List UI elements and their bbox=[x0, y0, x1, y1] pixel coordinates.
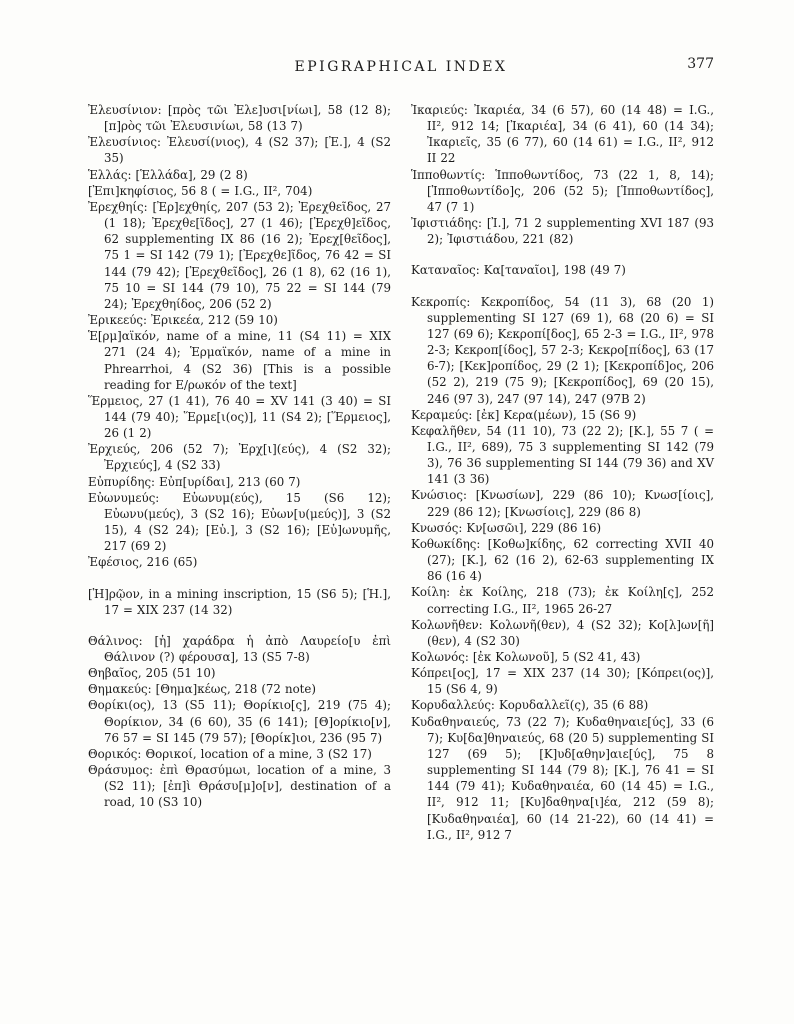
index-entry: Θηβαῖος, 205 (51 10) bbox=[88, 666, 216, 681]
index-columns bbox=[88, 102, 714, 843]
index-entry: Κόπρει[ος], 17 = XIX 237 (14 30); [Κόπρει(ος)], 15 (S6 4, 9) bbox=[411, 666, 714, 697]
index-entry: Κεφαλῆθεν, 54 (11 10), 73 (22 2); [Κ.], 55 7 ( = I.G., II², 689), 75 3 supplementing SI 142 (79 3), 76 36 supplementing SI 144 (79 36) and XV 141 (3 36) bbox=[411, 423, 714, 487]
index-entry: Κεραμεύς: [ἐκ] Κερα(μέων), 15 (S6 9) bbox=[411, 407, 637, 422]
index-entry: [Ἐπι]κηφίσιος, 56 8 ( = I.G., II², 704) bbox=[88, 183, 313, 198]
index-right-column bbox=[411, 102, 714, 843]
index-entry: [Ἡ]ρῷον, in a mining inscription, 15 (S6 5); [Ἡ.], 17 = XIX 237 (14 32) bbox=[88, 586, 391, 617]
index-entry: Εὐωνυμεύς: Εὐωνυμ(εύς), 15 (S6 12); Εὐωνυ(μεύς), 3 (S2 16); Εὐων[υ(μεύς)], 3 (S2 15), 4 (S2 24); [Εὐ.], 3 (S2 16); [Εὐ]ωνυμῆς, 217 (69 2) bbox=[88, 490, 391, 554]
index-entry: Ἕρμειος, 27 (1 41), 76 40 = XV 141 (3 40) = SI 144 (79 40); Ἕρμε[ι(ος)], 11 (S4 2); [Ἕρμειος], 26 (1 2) bbox=[88, 393, 391, 441]
index-entry: Καταναῖος: Κα[ταναῖοι], 198 (49 7) bbox=[411, 263, 626, 278]
index-entry: Θορικός: Θορικοί, location of a mine, 3 (S2 17) bbox=[88, 746, 372, 761]
index-entry: Θάλινος: [ἡ] χαράδρα ἡ ἀπὸ Λαυρείο[υ ἐπὶ Θάλινον (?) φέρουσα], 13 (S5 7-8) bbox=[88, 633, 391, 664]
index-entry: Κολωνῆθεν: Κολωνῆ(θεν), 4 (S2 32); Κο[λ]ων[ῆ](θεν), 4 (S2 30) bbox=[411, 617, 714, 648]
index-entry: Εὐπυρίδης: Εὐπ[υρίδαι], 213 (60 7) bbox=[88, 474, 301, 489]
index-entry: Ἐλευσίνιος: Ἐλευσί(νιος), 4 (S2 37); [Ἐ.], 4 (S2 35) bbox=[88, 135, 391, 166]
page-header bbox=[88, 56, 714, 74]
index-entry: Ἰφιστιάδης: [Ἰ.], 71 2 supplementing XVI 187 (93 2); Ἰφιστιάδου, 221 (82) bbox=[411, 216, 714, 247]
page-title: EPIGRAPHICAL INDEX bbox=[294, 59, 508, 75]
index-entry: Ἐρεχθηίς: [Ἐρ]εχθηίς, 207 (53 2); Ἐρεχθεῖδος, 27 (1 18); Ἐρεχθε[ῖδος], 27 (1 46); [Ἐρεχθ]εῖδος, 62 supplementing IX 86 (16 2); Ἐρεχ[θεῖδος], 75 1 = SI 142 (79 1); [Ἐρεχθε]ῖδος, 76 42 = SI 144 (79 42); [Ἐρεχθεῖδος], 26 (1 8), 62 (16 1), 75 10 = SI 144 (79 10), 75 22 = SI 144 (79 24); Ἐρεχθηίδος, 206 (52 2) bbox=[88, 199, 391, 311]
index-entry: Ἑ[ρμ]αϊκόν, name of a mine, 11 (S4 11) = XIX 271 (24 4); Ἑρμαϊκόν, name of a mine in Phrearrhoi, 4 (S2 36) [This is a possible reading for Ε/ρωκόν of the text] bbox=[88, 329, 391, 392]
index-entry: Θημακεύς: [Θημα]κέως, 218 (72 note) bbox=[88, 682, 317, 697]
index-entry: Ἐρχιεύς, 206 (52 7); Ἐρχ[ι](εύς), 4 (S2 32); Ἐρχιεύς], 4 (S2 33) bbox=[88, 442, 391, 473]
index-entry: Κολωνός: [ἐκ Κολωνοῦ], 5 (S2 41, 43) bbox=[411, 650, 641, 664]
index-entry: Ἐλευσίνιον: [πρὸς τῶι Ἐλε]υσι[νίωι], 58 (12 8); [π]ρὸς τῶι Ἐλευσινίωι, 58 (13 7) bbox=[88, 103, 391, 134]
index-entry: Κεκροπίς: Κεκροπίδος, 54 (11 3), 68 (20 1) supplementing SI 127 (69 1), 68 (20 6) = SI 127 (69 6); Κεκροπί[δος], 65 2-3 = I.G., II², 978 2-3; Κεκροπ[ίδος], 57 2-3; Κεκρο[πίδος], 63 (17 6-7); [Κεκ]ροπίδος, 29 (2 1); [Κεκροπίδ]ος, 206 (52 2), 219 (75 9); [Κεκροπίδος], 69 (20 15), 246 (97 3), 247 (97 14), 247 (97B 2) bbox=[411, 294, 714, 406]
index-left-column bbox=[88, 102, 391, 811]
index-entry: Κοθωκίδης: [Κοθω]κίδης, 62 correcting XVII 40 (27); [Κ.], 62 (16 2), 62-63 supplementing IX 86 (16 4) bbox=[411, 536, 714, 584]
index-entry: Θορίκι(ος), 13 (S5 11); Θορίκιο[ς], 219 (75 4); Θορίκιον, 34 (6 60), 35 (6 141); [Θ]ορίκιο[ν], 76 57 = SI 145 (79 57); [Θορίκ]ιοι, 236 (95 7) bbox=[88, 698, 391, 745]
index-entry: Κορυδαλλεύς: Κορυδαλλεῖ(ς), 35 (6 88) bbox=[411, 698, 649, 713]
index-entry: Ἐρικεεύς: Ἐρικεέα, 212 (59 10) bbox=[88, 313, 278, 328]
index-entry: Ἱπποθωντίς: Ἱπποθωντίδος, 73 (22 1, 8, 14); [Ἱπποθωντίδο]ς, 206 (52 5); [Ἱπποθωντίδος], 47 (7 1) bbox=[411, 167, 714, 214]
page-number: 377 bbox=[687, 56, 714, 72]
index-entry: Ἑλλάς: [Ἑλλάδα], 29 (2 8) bbox=[88, 167, 248, 182]
index-entry: Θράσυμος: ἐπὶ Θρασύμωι, location of a mine, 3 (S2 11); [ἐπ]ὶ Θράσυ[μ]ο[ν], destination of a road, 10 (S3 10) bbox=[88, 763, 391, 810]
index-entry: Ἐφέσιος, 216 (65) bbox=[88, 555, 198, 570]
index-entry: Κυδαθηναιεύς, 73 (22 7); Κυδαθηναιε[ύς], 33 (6 7); Κυ[δα]θηναιεύς, 68 (20 5) supplementing SI 127 (69 5); [Κ]υδ[αθην]αιε[ύς], 75 8 supplementing SI 144 (79 8); [Κ.], 76 41 = SI 144 (79 41); Κυδαθηναιέα, 60 (14 45) = I.G., II², 912 11; [Κυ]δαθηνα[ι]έα, 212 (59 8); [Κυδαθηναιέα], 60 (14 21-22), 60 (14 41) = I.G., II², 912 7 bbox=[411, 714, 714, 842]
index-entry: Κνωσός: Κν[ωσῶι], 229 (86 16) bbox=[411, 520, 602, 535]
index-entry: Κνώσιος: [Κνωσίων], 229 (86 10); Κνωσ[ίοις], 229 (86 12); [Κνωσίοις], 229 (86 8) bbox=[411, 488, 714, 519]
index-entry: Κοίλη: ἐκ Κοίλης, 218 (73); ἐκ Κοίλη[ς], 252 correcting I.G., II², 1965 26-27 bbox=[411, 585, 714, 616]
index-entry: Ἰκαριεύς: Ἰκαριέα, 34 (6 57), 60 (14 48) = I.G., II², 912 14; [Ἰκαριέα], 34 (6 41), 60 (14 34); Ἰκαριεῖς, 35 (6 77), 60 (14 61) = I.G., II², 912 II 22 bbox=[411, 103, 714, 166]
